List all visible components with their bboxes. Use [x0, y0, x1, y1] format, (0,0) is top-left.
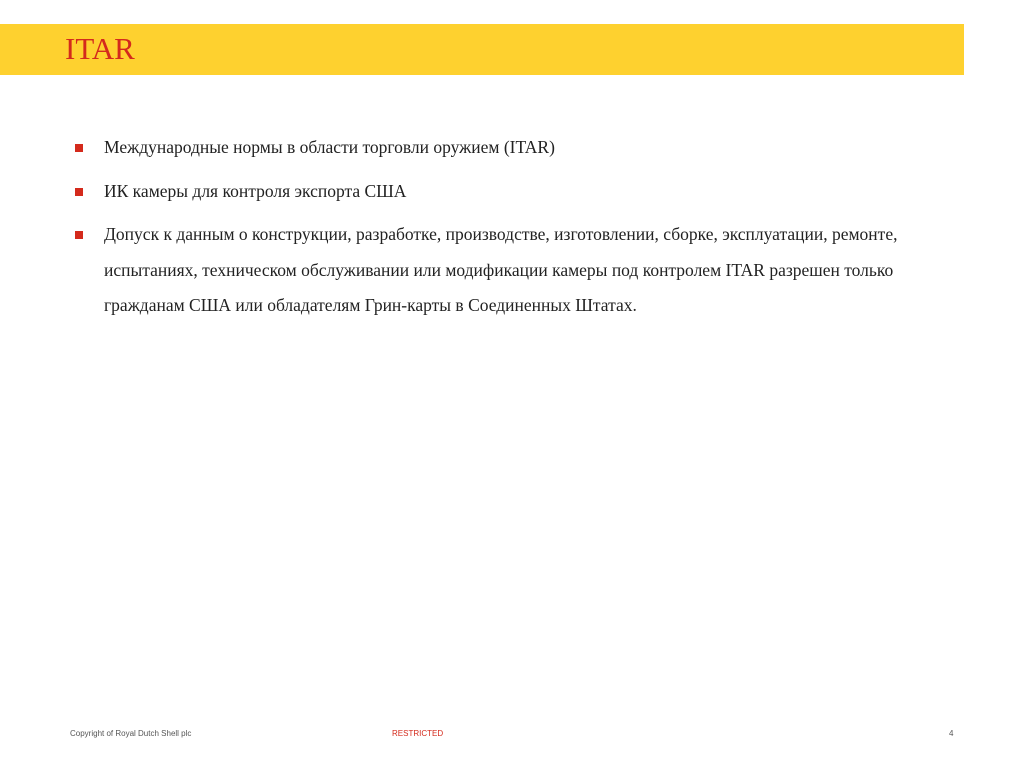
- footer-classification: RESTRICTED: [392, 729, 444, 738]
- square-bullet-icon: [75, 231, 83, 239]
- bullet-item: [0, 130, 934, 166]
- bullet-item: [0, 174, 934, 210]
- bullet-text: ИК камеры для контроля экспорта США: [104, 180, 407, 201]
- slide-title: ITAR: [65, 31, 135, 66]
- title-bar: [0, 24, 964, 75]
- bullet-list: [0, 130, 1024, 332]
- bullet-item: [0, 217, 934, 324]
- footer-copyright: Copyright of Royal Dutch Shell plc: [70, 729, 192, 738]
- footer-page-number: 4: [949, 729, 954, 738]
- bullet-text: Допуск к данным о конструкции, разработке, производстве, изготовлении, сборке, эксплуатации, ремонте, испытаниях, техническом обслуживании или модификации камеры под контролем ITAR разрешен только гражданам США или обладателям Грин-карты в Соединенных Штатах.: [104, 224, 898, 315]
- bullet-text: Международные нормы в области торговли оружием (ITAR): [104, 137, 555, 157]
- square-bullet-icon: [75, 144, 83, 152]
- square-bullet-icon: [75, 188, 83, 196]
